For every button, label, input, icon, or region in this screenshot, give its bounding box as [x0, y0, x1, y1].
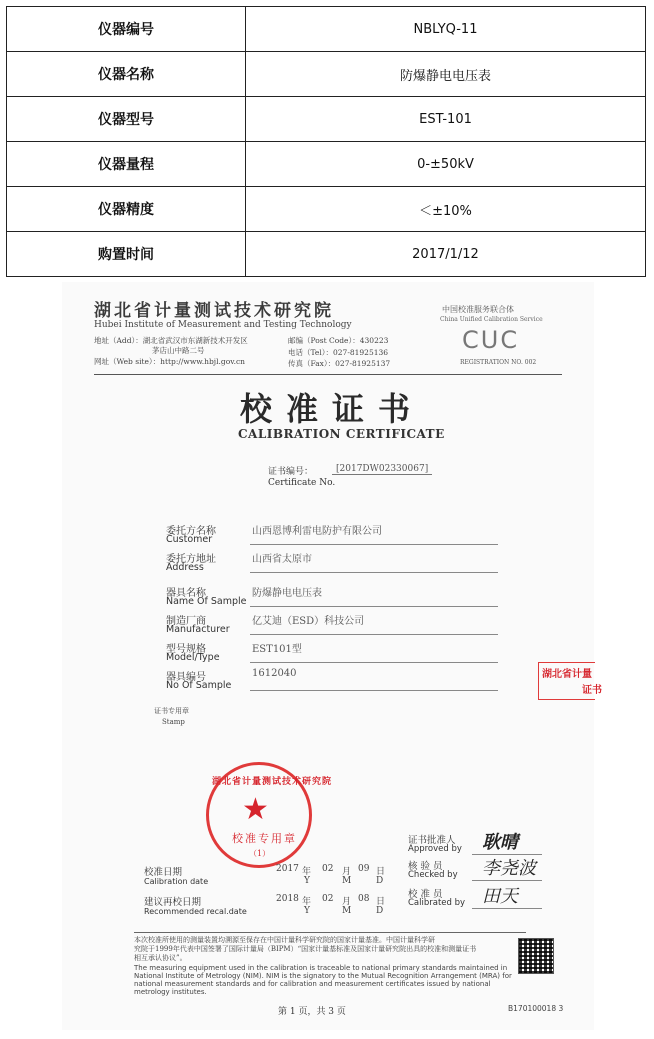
cal-date-label-en: Calibration date — [144, 877, 209, 886]
postcode: 邮编（Post Code）：430223 — [288, 336, 389, 345]
footer-divider — [134, 932, 526, 933]
day-unit: 日 — [376, 867, 386, 877]
tel: 电话（Tel）：027-81925136 — [288, 348, 389, 357]
fax: 传真（Fax）：027-81925137 — [288, 359, 391, 368]
field-underline — [250, 572, 498, 573]
footer-cn-1: 本次校准所使用的测量装置均溯源至保存在中国计量科学研究院的国家计量基准。中国计量科学研 — [134, 936, 435, 944]
spec-label: 仪器编号 — [7, 7, 246, 52]
field-label-en: Model/Type — [166, 652, 220, 663]
stamp-label-en: Stamp — [162, 718, 185, 726]
recal-d-en: D — [376, 906, 384, 916]
field-value: 1612040 — [252, 668, 297, 679]
spec-row — [7, 187, 646, 232]
certificate-no-value: [2017DW02330067] — [332, 464, 432, 475]
side-stamp-top: 湖北省计量 — [542, 669, 592, 680]
footer-en-1: The measuring equipment used in the calibration is traceable to national primary standards maintained in — [134, 964, 508, 972]
signer-label-en: Approved by — [408, 844, 462, 854]
header-divider — [94, 374, 562, 375]
spec-row — [7, 232, 646, 277]
spec-label: 仪器名称 — [7, 52, 246, 97]
instrument-spec-table — [6, 6, 646, 277]
footer-en-2: National Institute of Metrology (NIM). NIM is the signatory to the Mutual Recognition Arrangement (MRA) for — [134, 972, 512, 980]
signer-label-en: Checked by — [408, 870, 458, 880]
cal-month: 02 — [322, 864, 334, 874]
certificate-title-en: CALIBRATION CERTIFICATE — [238, 427, 445, 441]
spec-row — [7, 7, 646, 52]
recal-month: 02 — [322, 894, 334, 904]
signer-label-cn: 证书批准人 — [408, 835, 456, 846]
address-line-1: 地址（Add）：湖北省武汉市东湖新技术开发区 — [94, 336, 248, 345]
field-underline — [250, 544, 498, 545]
field-label-cn: 器具名称 — [166, 588, 206, 599]
website: 网址（Web site）：http://www.hbjl.gov.cn — [94, 357, 245, 366]
d-en: D — [376, 876, 384, 886]
signer-label-cn: 校 准 员 — [408, 889, 443, 900]
recal-day: 08 — [358, 894, 370, 904]
cal-day: 09 — [358, 864, 370, 874]
spec-label: 仪器精度 — [7, 187, 246, 232]
seal-number: （1） — [249, 849, 271, 858]
spec-label: 仪器型号 — [7, 97, 246, 142]
recal-m-en: M — [342, 906, 352, 916]
footer-en-3: national measurement standards and for calibration and measurement certificates issued by national — [134, 980, 491, 988]
seal-bottom-text: 校准专用章 — [232, 832, 297, 845]
field-underline — [250, 662, 498, 663]
recal-day-unit: 日 — [376, 897, 386, 907]
recal-date-label-en: Recommended recal.date — [144, 907, 247, 916]
field-label-en: Customer — [166, 534, 213, 545]
spec-value: 2017/1/12 — [246, 232, 646, 277]
side-stamp-bottom: 证书 — [582, 685, 602, 696]
field-label-en: No Of Sample — [166, 680, 232, 691]
signature-line — [472, 880, 542, 881]
spec-label: 仪器量程 — [7, 142, 246, 187]
field-label-cn: 委托方地址 — [166, 554, 216, 565]
address-line-2: 茅店山中路二号 — [152, 346, 205, 355]
footer-cn-2: 究院于1999年代表中国签署了国际计量局（BIPM）“国家计量基标准及国家计量研究院出具的校准和测量证书 — [134, 945, 477, 953]
spec-value: ＜±10% — [246, 187, 646, 232]
field-underline — [250, 690, 498, 691]
stamp-label-cn: 证书专用章 — [154, 707, 189, 715]
spec-row — [7, 52, 646, 97]
institute-name-cn: 湖北省计量测试技术研究院 — [94, 301, 334, 321]
field-label-cn: 型号规格 — [166, 644, 206, 655]
certificate-no-label-en: Certificate No. — [268, 478, 336, 488]
field-value: 亿艾迪（ESD）科技公司 — [252, 616, 365, 627]
footer-en-4: metrology institutes. — [134, 988, 207, 996]
footer-cn-3: 相互承认协议”。 — [134, 954, 187, 962]
handwritten-signature: 李尧波 — [482, 858, 536, 879]
field-underline — [250, 634, 498, 635]
field-label-cn: 制造厂商 — [166, 616, 206, 627]
registration-no: REGISTRATION NO. 002 — [460, 359, 537, 366]
field-label-en: Name Of Sample — [166, 596, 247, 607]
field-value: 山西省太原市 — [252, 554, 312, 565]
certificate-title-cn: 校准证书 — [240, 390, 425, 428]
handwritten-signature: 田天 — [482, 886, 518, 907]
cuc-logo: CUC — [462, 326, 520, 354]
field-value: EST101型 — [252, 644, 302, 655]
spec-row — [7, 97, 646, 142]
field-value: 山西恩博利雷电防护有限公司 — [252, 526, 382, 537]
institute-name-en: Hubei Institute of Measurement and Testing Technology — [94, 320, 352, 330]
month-unit: 月 — [342, 867, 352, 877]
recal-year: 2018 — [276, 894, 299, 904]
field-label-en: Address — [166, 562, 204, 573]
cal-year: 2017 — [276, 864, 299, 874]
seal-star-icon: ★ — [242, 792, 269, 827]
m-en: M — [342, 876, 352, 886]
seal-text: 湖北省计量测试技术研究院 — [212, 777, 333, 787]
spec-value: NBLYQ-11 — [246, 7, 646, 52]
certificate-no-label: 证书编号： — [268, 467, 314, 477]
field-value: 防爆静电电压表 — [252, 588, 322, 599]
recal-month-unit: 月 — [342, 897, 352, 907]
handwritten-signature: 耿晴 — [482, 832, 518, 853]
field-label-cn: 器具编号 — [166, 672, 206, 683]
calibration-certificate-scan — [62, 282, 602, 1030]
page-number: 第 1 页，共 3 页 — [278, 1007, 346, 1017]
field-label-en: Manufacturer — [166, 624, 230, 635]
recal-date-label: 建议再校日期 — [144, 897, 202, 908]
spec-value: 防爆静电电压表 — [246, 52, 646, 97]
cuc-name-cn: 中国校准服务联合体 — [442, 305, 514, 314]
signer-label-cn: 核 验 员 — [408, 861, 443, 872]
qr-code-icon — [518, 938, 554, 974]
recal-y-en: Y — [304, 906, 310, 916]
field-underline — [250, 606, 498, 607]
recal-year-unit: 年 — [302, 897, 312, 907]
spec-value: EST-101 — [246, 97, 646, 142]
document-code: B170100018 3 — [508, 1004, 564, 1013]
spec-value: 0-±50kV — [246, 142, 646, 187]
cal-date-label: 校准日期 — [144, 867, 183, 878]
spec-row — [7, 142, 646, 187]
y-en: Y — [304, 876, 310, 886]
spec-label: 购置时间 — [7, 232, 246, 277]
field-label-cn: 委托方名称 — [166, 526, 216, 537]
signer-label-en: Calibrated by — [408, 898, 466, 908]
year-unit: 年 — [302, 867, 312, 877]
signature-line — [472, 908, 542, 909]
cuc-name-en: China Unified Calibration Service — [440, 316, 543, 323]
